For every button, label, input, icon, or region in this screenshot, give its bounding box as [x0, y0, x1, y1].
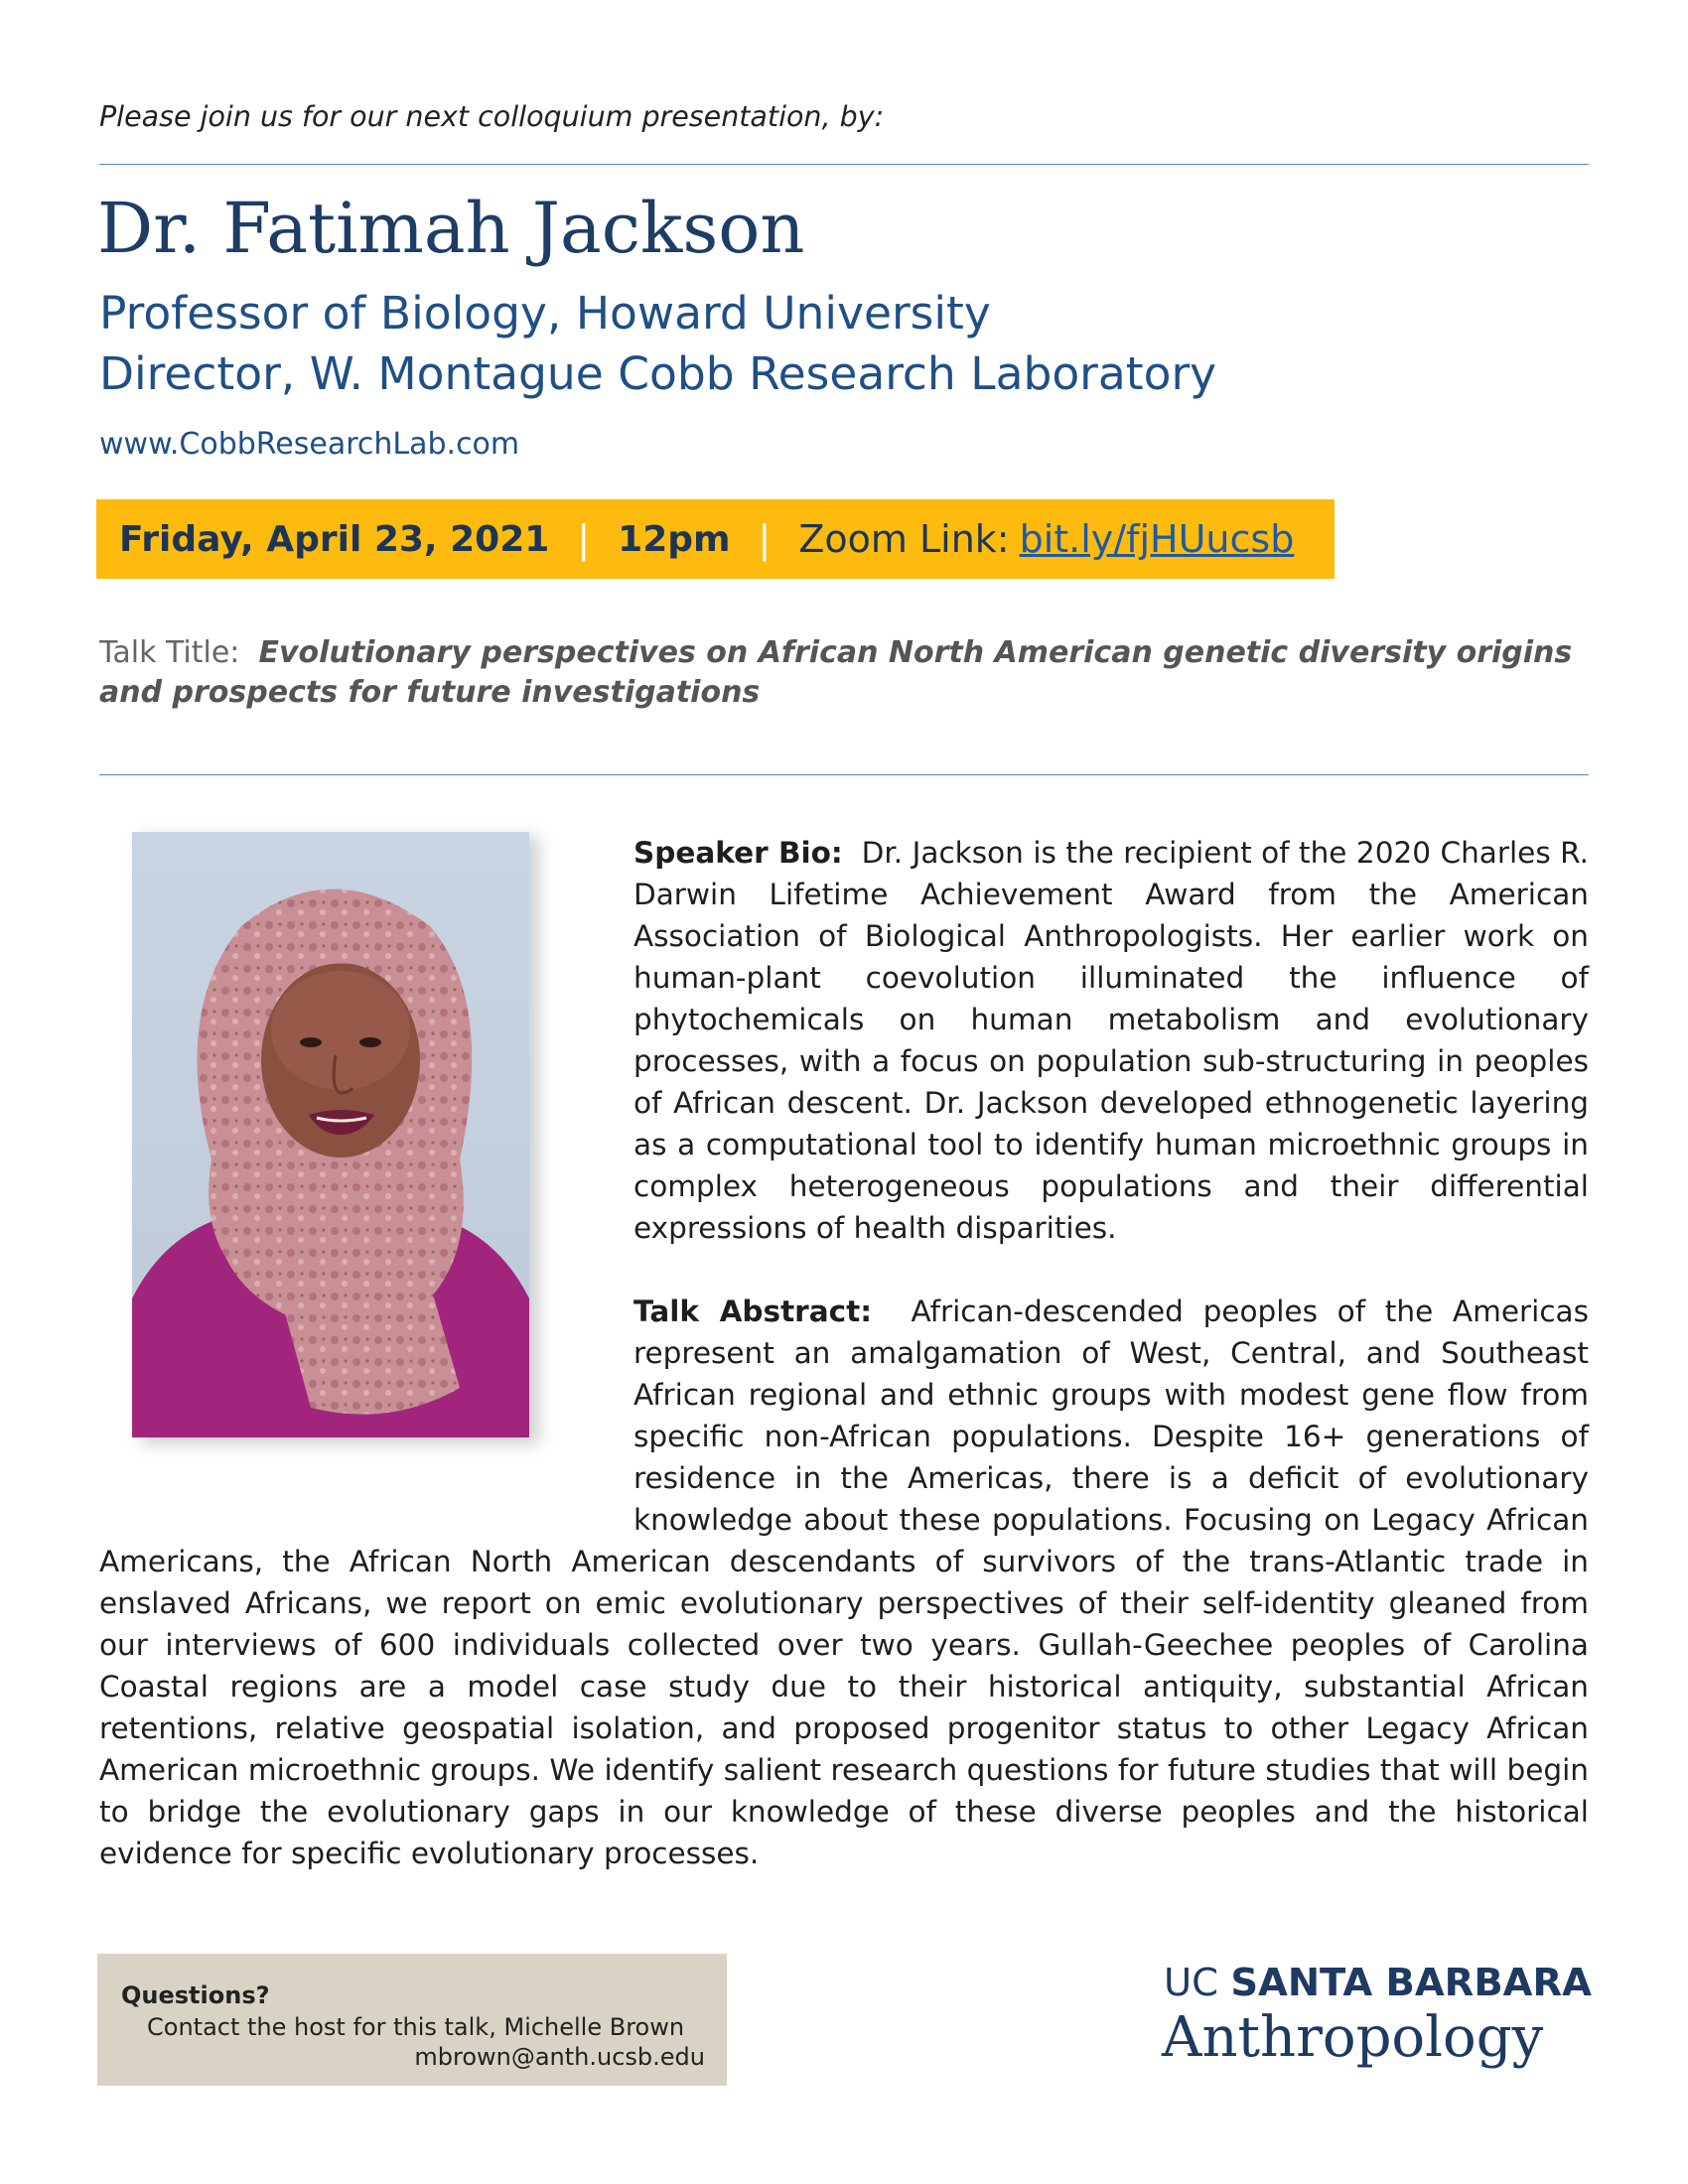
contact-email[interactable]: mbrown@anth.ucsb.edu [414, 2043, 705, 2071]
speaker-bio-text: Dr. Jackson is the recipient of the 2020 Charles R. Darwin Lifetime Achievement Award from the American Association of Biological Anthropologists. Her earlier work on human-plant coevolution illuminated the influence of phytochemicals on human metabolism and evolutionary processes, with a focus on population sub-structuring in peoples of African descent. Dr. Jackson developed ethnogenetic layering as a computational tool to identify human microethnic groups in complex heterogeneous populations and their differential expressions of health disparities. [633, 836, 1590, 1245]
event-date: Friday, April 23, 2021 [119, 518, 550, 560]
logo-santa-barbara: SANTA BARBARA [1230, 1961, 1592, 2005]
contact-box [97, 1954, 727, 2086]
speaker-role-professor: Professor of Biology, Howard University [99, 287, 991, 340]
speaker-role-director: Director, W. Montague Cobb Research Laboratory [99, 347, 1217, 400]
talk-title: Evolutionary perspectives on African North American genetic diversity origins and prospects for future investigations [99, 635, 1573, 710]
separator: | [577, 517, 591, 561]
zoom-label: Zoom Link: [798, 517, 1010, 561]
event-details-bar [96, 499, 1335, 579]
contact-host-line: Contact the host for this talk, Michelle Brown [147, 2013, 685, 2041]
separator: | [758, 517, 772, 561]
speaker-bio-label: Speaker Bio: [633, 836, 843, 870]
logo-uc: UC [1164, 1961, 1219, 2005]
talk-title-label: Talk Title: [99, 635, 240, 670]
top-divider [99, 164, 1589, 165]
logo-department: Anthropology [1162, 2005, 1544, 2070]
event-time: 12pm [618, 518, 731, 560]
zoom-link[interactable]: bit.ly/fjHUucsb [1019, 517, 1295, 561]
section-divider [99, 774, 1589, 775]
bio-and-abstract [99, 832, 1589, 1874]
talk-abstract-label: Talk Abstract: [633, 1295, 873, 1328]
contact-title: Questions? [121, 1981, 270, 2009]
ucsb-logo [1164, 1961, 1592, 2005]
lab-website-link[interactable]: www.CobbResearchLab.com [99, 427, 520, 462]
talk-title-block [99, 633, 1589, 713]
photo-wrap-space [99, 832, 633, 1517]
talk-abstract-text: African-descended peoples of the Americas represent an amalgamation of West, Central, and Southeast African regional and ethnic groups with modest gene flow from specific non-African populations. Despite 16+ generations of residence in the Americas, there is a deficit of evolutionary knowledge about these populations. Focusing on Legacy African Americans, the African North American descendants of survivors of the trans-Atlantic trade in enslaved Africans, we report on emic evolutionary perspectives of their self-identity gleaned from our interviews of 600 individuals collected over two years. Gullah-Geechee peoples of Carolina Coastal regions are a model case study due to their historical antiquity, substantial African retentions, relative geospatial isolation, and proposed progenitor status to other Legacy African American microethnic groups. We identify salient research questions for future studies that will begin to bridge the evolutionary gaps in our knowledge of these diverse peoples and the historical evidence for specific evolutionary processes. [99, 1295, 1589, 1870]
speaker-name: Dr. Fatimah Jackson [97, 188, 805, 269]
intro-line: Please join us for our next colloquium presentation, by: [99, 100, 885, 133]
